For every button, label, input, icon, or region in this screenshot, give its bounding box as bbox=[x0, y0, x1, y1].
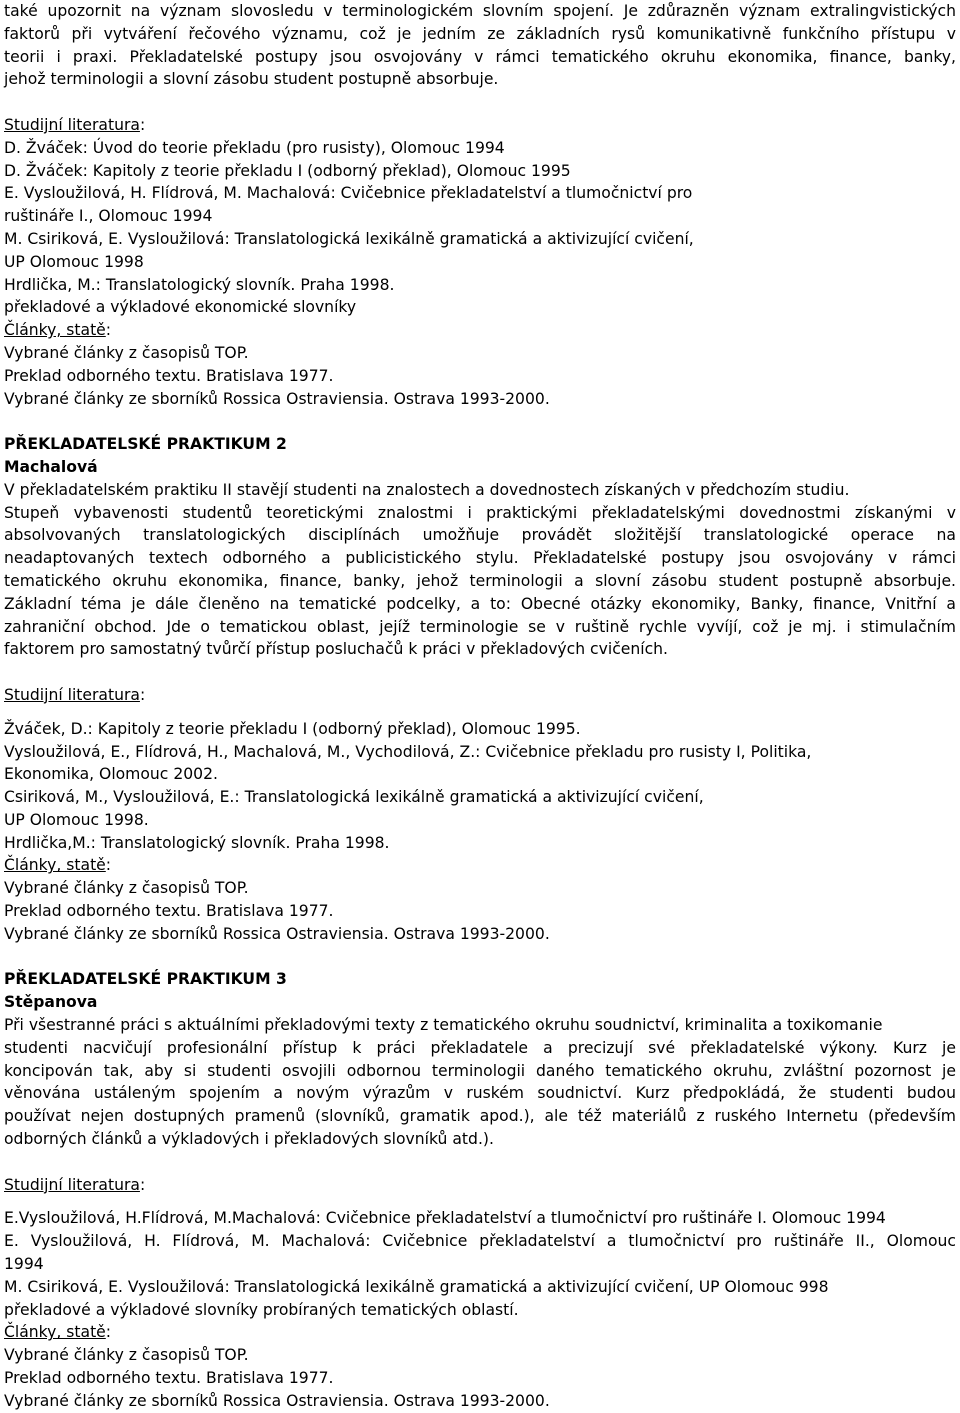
article-item: Vybrané články ze sborníků Rossica Ostraviensia. Ostrava 1993-2000. bbox=[4, 924, 550, 943]
literature-item: D. Žváček: Úvod do teorie překladu (pro rusisty), Olomouc 1994 bbox=[4, 138, 505, 157]
literature-item: Ekonomika, Olomouc 2002. bbox=[4, 765, 218, 784]
literature-label: Studijní literatura bbox=[4, 115, 140, 134]
literature-item: E.Vysloužilová, H.Flídrová, M.Machalová: Cvičebnice překladatelství a tlumočnictví pro ruštináře I. Olomouc 1994 bbox=[4, 1209, 886, 1228]
literature-item: překladové a výkladové slovníky probíraných tematických oblastí. bbox=[4, 1300, 519, 1319]
literature-item: M. Csiriková, E. Vysloužilová: Translatologická lexikálně gramatická a aktivizující cvičení, UP Olomouc 998 bbox=[4, 1277, 829, 1296]
articles-label: Články, statě bbox=[4, 856, 106, 875]
body-line: Při všestranné práci s aktuálními překladovými texty z tematického okruhu soudnictví, kriminalita a toxikomanie bbox=[4, 1016, 883, 1035]
body-line: zahraniční obchod. Jde o tematickou oblast, jejíž terminologie se v ruštině rychle vyvíjí, což je mj. i stimulačním bbox=[4, 617, 956, 636]
literature-item: Csiriková, M., Vysloužilová, E.: Translatologická lexikálně gramatická a aktivizující cvičení, bbox=[4, 788, 704, 807]
literature-label: Studijní literatura bbox=[4, 685, 140, 704]
articles-label: Články, statě bbox=[4, 1323, 106, 1342]
article-item: Preklad odborného textu. Bratislava 1977. bbox=[4, 902, 334, 921]
intro-line: jehož terminologii a slovní zásobu student postupně absorbuje. bbox=[4, 70, 499, 89]
body-line: studenti nacvičují profesionální přístup k práci překladatele a precizují své překladatelské výkony. Kurz je bbox=[4, 1038, 956, 1057]
literature-item: D. Žváček: Kapitoly z teorie překladu I (odborný překlad), Olomouc 1995 bbox=[4, 161, 571, 180]
literature-item: UP Olomouc 1998. bbox=[4, 810, 149, 829]
body-line: neadaptovaných textech odborného a publicistického stylu. Překladatelské postupy jsou osvojovány v rámci bbox=[4, 549, 956, 568]
body-line: Základní téma je dále členěno na tematické podcelky, a to: Obecné otázky ekonomiky, Banky, finance, Vnitřní a bbox=[4, 594, 956, 613]
body-line: Stupeň vybavenosti studentů teoretickými znalostmi i praktickými překladatelskými dovednostmi získanými v bbox=[4, 503, 956, 522]
intro-line: teorii i praxi. Překladatelské postupy jsou osvojovány v rámci tematického okruhu ekonomika, finance, banky, bbox=[4, 47, 956, 66]
article-item: Preklad odborného textu. Bratislava 1977. bbox=[4, 366, 334, 385]
literature-label: Studijní literatura bbox=[4, 1175, 140, 1194]
body-line: absolvovaných translatologických disciplínách umožňuje provádět složitější translatologické operace na bbox=[4, 526, 956, 545]
section-heading: PŘEKLADATELSKÉ PRAKTIKUM 2 bbox=[4, 435, 287, 454]
literature-item: 1994 bbox=[4, 1255, 44, 1274]
literature-item: E. Vysloužilová, H. Flídrová, M. Machalová: Cvičebnice překladatelství a tlumočnictví pro bbox=[4, 184, 693, 203]
section2: PŘEKLADATELSKÉ PRAKTIKUM 2 Machalová V překladatelském praktiku II stavějí studenti na znalostech a dovednostech získaných v předchozím studiu. Stupeň vybavenosti studentů teoretickými znalostmi i praktickými překladatelskými dovednostmi získanými v absolvovaných translatologických disciplínách umožňuje provádět složitější translatologické operace na neadaptovaných textech odborného a publicistického stylu. Překladatelské postupy jsou osvojovány v rámci tematického okruhu ekonomika, finance, banky, jehož terminologii a slovní zásobu student postupně absorbuje. Základní téma je dále členěno na tematické podcelky, a to: Obecné otázky ekonomiky, Banky, finance, Vnitřní a zahraniční obchod. Jde o tematickou oblast, jejíž terminologie se v ruštině rychle vyvíjí, což je mj. i stimulačním faktorem pro samostatný tvůrčí přístup posluchačů k práci v překladových cvičeních. Studijní literatura: Žváček, D.: Kapitoly z teorie překladu I (odborný překlad), Olomouc 1995. Vysloužilová, E., Flídrová, H., Machalová, M., Vychodilová, Z.: Cvičebnice překladu pro rusisty I, Politika, Ekonomika, Olomouc 2002. Csiriková, M., Vysloužilová, E.: Translatologická lexikálně gramatická a aktivizující cvičení, UP Olomouc 1998. Hrdlička,M.: Translatologický slovník. Praha 1998. Články, statě: Vybrané články z časopisů TOP. Preklad odborného textu. Bratislava 1977. Vybrané články ze sborníků Rossica Ostraviensia. Ostrava 1993-2000. bbox=[4, 433, 956, 946]
body-line: V překladatelském praktiku II stavějí studenti na znalostech a dovednostech získaných v předchozím studiu. bbox=[4, 480, 850, 499]
section1-literature: Studijní literatura: D. Žváček: Úvod do teorie překladu (pro rusisty), Olomouc 1994 D. Žváček: Kapitoly z teorie překladu I (odborný překlad), Olomouc 1995 E. Vysloužilová, H. Flídrová, M. Machalová: Cvičebnice překladatelství a tlumočnictví pro ruštináře I., Olomouc 1994 M. Csiriková, E. Vysloužilová: Translatologická lexikálně gramatická a aktivizující cvičení, UP Olomouc 1998 Hrdlička, M.: Translatologický slovník. Praha 1998. překladové a výkladové ekonomické slovníky Články, statě: Vybrané články z časopisů TOP. Preklad odborného textu. Bratislava 1977. Vybrané články ze sborníků Rossica Ostraviensia. Ostrava 1993-2000. bbox=[4, 114, 956, 410]
literature-item: ruštináře I., Olomouc 1994 bbox=[4, 207, 213, 226]
body-line: koncipován tak, aby si studenti osvojili odbornou terminologii daného tematického okruhu, zvláštní pozornost je bbox=[4, 1061, 956, 1080]
article-item: Vybrané články z časopisů TOP. bbox=[4, 1346, 249, 1365]
body-line: odborných článků a výkladových i překladových slovníků atd.). bbox=[4, 1130, 494, 1149]
article-item: Vybrané články z časopisů TOP. bbox=[4, 879, 249, 898]
article-item: Vybrané články ze sborníků Rossica Ostraviensia. Ostrava 1993-2000. bbox=[4, 1391, 550, 1410]
intro-paragraph bbox=[4, 0, 956, 91]
article-item: Preklad odborného textu. Bratislava 1977. bbox=[4, 1369, 334, 1388]
article-item: Vybrané články z časopisů TOP. bbox=[4, 343, 249, 362]
literature-item: překladové a výkladové ekonomické slovníky bbox=[4, 298, 357, 317]
body-line: věnována ustáleným spojením a novým výrazům v ruském soudnictví. Kurz předpokládá, že studenti budou bbox=[4, 1084, 956, 1103]
literature-item: E. Vysloužilová, H. Flídrová, M. Machalová: Cvičebnice překladatelství a tlumočnictví pro ruštináře II., Olomouc bbox=[4, 1232, 956, 1251]
body-line: tematického okruhu ekonomika, finance, banky, jehož terminologii a slovní zásobu student postupně absorbuje. bbox=[4, 571, 956, 590]
literature-item: UP Olomouc 1998 bbox=[4, 252, 144, 271]
literature-item: Hrdlička,M.: Translatologický slovník. Praha 1998. bbox=[4, 833, 390, 852]
literature-item: M. Csiriková, E. Vysloužilová: Translatologická lexikálně gramatická a aktivizující cvičení, bbox=[4, 229, 694, 248]
literature-item: Vysloužilová, E., Flídrová, H., Machalová, M., Vychodilová, Z.: Cvičebnice překladu pro rusisty I, Politika, bbox=[4, 742, 812, 761]
body-line: faktorem pro samostatný tvůrčí přístup posluchačů k práci v překladových cvičeních. bbox=[4, 640, 668, 659]
intro-line: faktorů při vytváření řečového významu, což je jedním ze základních rysů komunikativně funkčního přístupu v bbox=[4, 24, 956, 43]
section2-body bbox=[4, 479, 956, 661]
section3-body bbox=[4, 1014, 956, 1151]
article-item: Vybrané články ze sborníků Rossica Ostraviensia. Ostrava 1993-2000. bbox=[4, 389, 550, 408]
body-line: používat nejen dostupných pramenů (slovníků, gramatik apod.), ale též materiálů z ruského Internetu (především bbox=[4, 1107, 956, 1126]
section3: PŘEKLADATELSKÉ PRAKTIKUM 3 Stěpanova Při všestranné práci s aktuálními překladovými texty z tematického okruhu soudnictví, kriminalita a toxikomanie studenti nacvičují profesionální přístup k práci překladatele a precizují své překladatelské výkony. Kurz je koncipován tak, aby si studenti osvojili odbornou terminologii daného tematického okruhu, zvláštní pozornost je věnována ustáleným spojením a novým výrazům v ruském soudnictví. Kurz předpokládá, že studenti budou používat nejen dostupných pramenů (slovníků, gramatik apod.), ale též materiálů z ruského Internetu (především odborných článků a výkladových i překladových slovníků atd.). Studijní literatura: E.Vysloužilová, H.Flídrová, M.Machalová: Cvičebnice překladatelství a tlumočnictví pro ruštináře I. Olomouc 1994 E. Vysloužilová, H. Flídrová, M. Machalová: Cvičebnice překladatelství a tlumočnictví pro ruštináře II., Olomouc 1994 M. Csiriková, E. Vysloužilová: Translatologická lexikálně gramatická a aktivizující cvičení, UP Olomouc 998 překladové a výkladové slovníky probíraných tematických oblastí. Články, statě: Vybrané články z časopisů TOP. Preklad odborného textu. Bratislava 1977. Vybrané články ze sborníků Rossica Ostraviensia. Ostrava 1993-2000. bbox=[4, 968, 956, 1412]
teacher-name: Stěpanova bbox=[4, 993, 98, 1012]
literature-item: Hrdlička, M.: Translatologický slovník. Praha 1998. bbox=[4, 275, 395, 294]
intro-line: také upozornit na význam slovosledu v terminologickém slovním spojení. Je zdůrazněn význam extralingvistických bbox=[4, 2, 956, 20]
literature-item: Žváček, D.: Kapitoly z teorie překladu I (odborný překlad), Olomouc 1995. bbox=[4, 719, 581, 738]
articles-label: Články, statě bbox=[4, 321, 106, 340]
section-heading: PŘEKLADATELSKÉ PRAKTIKUM 3 bbox=[4, 970, 287, 989]
teacher-name: Machalová bbox=[4, 457, 98, 476]
